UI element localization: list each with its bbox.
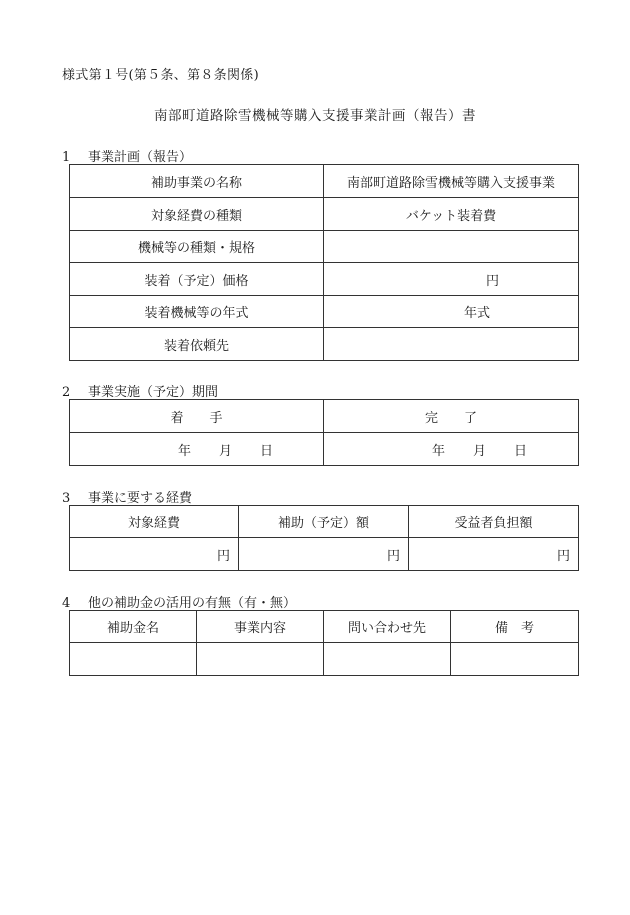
- table-row: [70, 400, 579, 433]
- table-row: [70, 328, 579, 361]
- row-value[interactable]: [324, 231, 579, 263]
- row-label: 補助事業の名称: [70, 165, 324, 198]
- section1-heading: [62, 146, 192, 165]
- document-title: 南部町道路除雪機械等購入支援事業計画（報告）書: [154, 108, 476, 124]
- end-label: 完 了: [324, 400, 579, 433]
- table-row: [70, 198, 579, 231]
- column-header: 備 考: [451, 611, 579, 643]
- section2-title: 事業実施（予定）期間: [88, 385, 219, 400]
- row-label: 対象経費の種類: [70, 198, 324, 231]
- month-label: 月: [473, 443, 487, 459]
- subsidy-amount-field[interactable]: 円: [239, 538, 409, 571]
- section2-heading: [62, 381, 218, 400]
- row-label: 装着機械等の年式: [70, 296, 324, 328]
- section4-number: 4: [62, 596, 71, 611]
- table-row: [70, 506, 579, 538]
- section2-number: 2: [62, 385, 71, 400]
- row-value[interactable]: 円: [324, 263, 579, 296]
- row-label: 装着（予定）価格: [70, 263, 324, 296]
- section4-title: 他の補助金の活用の有無（有・無）: [88, 596, 297, 611]
- contact-field[interactable]: [324, 643, 451, 676]
- day-label: 日: [514, 443, 528, 459]
- row-value[interactable]: バケット装着費: [324, 198, 579, 231]
- column-header: 受益者負担額: [409, 506, 579, 538]
- start-date-field[interactable]: [70, 433, 324, 466]
- section3-number: 3: [62, 491, 71, 506]
- year-label: 年: [178, 443, 192, 459]
- row-label: 機械等の種類・規格: [70, 231, 324, 263]
- row-value[interactable]: 南部町道路除雪機械等購入支援事業: [324, 165, 579, 198]
- section4-heading: [62, 592, 296, 611]
- section1-title: 事業計画（報告）: [88, 150, 193, 165]
- table-row: [70, 643, 579, 676]
- table-row: [70, 263, 579, 296]
- other-subsidy-table: [69, 610, 579, 676]
- day-label: 日: [260, 443, 274, 459]
- section1-number: 1: [62, 150, 71, 165]
- table-row: [70, 231, 579, 263]
- beneficiary-share-field[interactable]: 円: [409, 538, 579, 571]
- table-row: [70, 165, 579, 198]
- table-row: [70, 296, 579, 328]
- row-label: 装着依頼先: [70, 328, 324, 361]
- column-header: 補助金名: [70, 611, 197, 643]
- table-row: [70, 611, 579, 643]
- subsidy-name-field[interactable]: [70, 643, 197, 676]
- period-table: [69, 399, 579, 466]
- project-content-field[interactable]: [197, 643, 324, 676]
- column-header: 問い合わせ先: [324, 611, 451, 643]
- month-label: 月: [219, 443, 233, 459]
- column-header: 補助（予定）額: [239, 506, 409, 538]
- cost-table: [69, 505, 579, 571]
- section3-heading: [62, 487, 192, 506]
- project-plan-table: [69, 164, 579, 361]
- remarks-field[interactable]: [451, 643, 579, 676]
- table-row: [70, 538, 579, 571]
- section3-title: 事業に要する経費: [88, 491, 193, 506]
- table-row: [70, 433, 579, 466]
- target-cost-field[interactable]: 円: [70, 538, 239, 571]
- end-date-field[interactable]: [324, 433, 579, 466]
- column-header: 事業内容: [197, 611, 324, 643]
- form-number-label: 様式第１号(第５条、第８条関係): [62, 68, 259, 83]
- row-value[interactable]: 年式: [324, 296, 579, 328]
- year-label: 年: [432, 443, 446, 459]
- row-value[interactable]: [324, 328, 579, 361]
- start-label: 着 手: [70, 400, 324, 433]
- column-header: 対象経費: [70, 506, 239, 538]
